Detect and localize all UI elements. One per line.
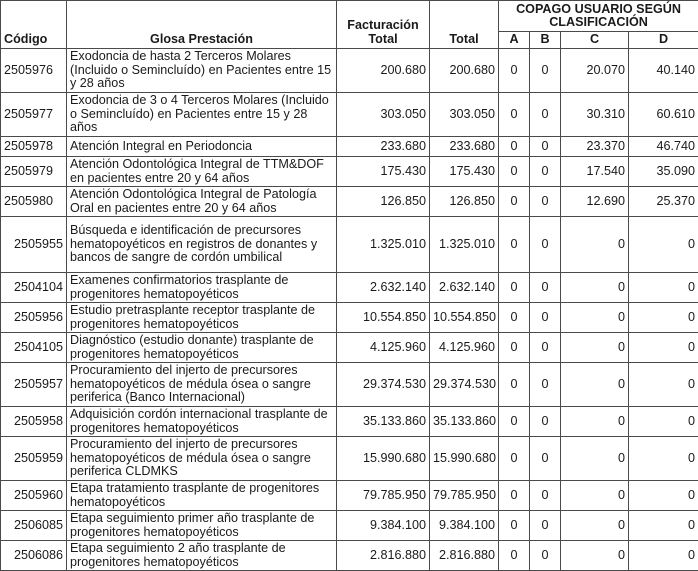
cell-codigo: 2505960 xyxy=(1,481,67,511)
cell-glosa: Examenes confirmatorios trasplante de progenitores hematopoyéticos xyxy=(67,273,337,303)
cell-glosa: Adquisición cordón internacional trasplante de progenitores hematopoyéticos xyxy=(67,407,337,437)
cell-total: 35.133.860 xyxy=(430,407,499,437)
cell-facturacion-total: 126.850 xyxy=(337,187,430,217)
cell-copago-b: 0 xyxy=(530,273,561,303)
table-row xyxy=(1,437,698,481)
cell-copago-d: 35.090 xyxy=(629,157,698,187)
cell-copago-a: 0 xyxy=(499,541,530,571)
header-copago: COPAGO USUARIO SEGÚN CLASIFICACIÓN xyxy=(499,1,698,32)
table-row xyxy=(1,363,698,407)
cell-facturacion-total: 15.990.680 xyxy=(337,437,430,481)
cell-copago-a: 0 xyxy=(499,217,530,273)
cell-copago-a: 0 xyxy=(499,93,530,137)
cell-copago-a: 0 xyxy=(499,187,530,217)
cell-copago-b: 0 xyxy=(530,217,561,273)
cell-copago-d: 0 xyxy=(629,303,698,333)
cell-copago-d: 0 xyxy=(629,217,698,273)
table-row xyxy=(1,511,698,541)
cell-codigo: 2505980 xyxy=(1,187,67,217)
cell-total: 126.850 xyxy=(430,187,499,217)
cell-codigo: 2505956 xyxy=(1,303,67,333)
cell-copago-a: 0 xyxy=(499,303,530,333)
cell-facturacion-total: 35.133.860 xyxy=(337,407,430,437)
cell-total: 233.680 xyxy=(430,137,499,157)
cell-total: 4.125.960 xyxy=(430,333,499,363)
table-row xyxy=(1,273,698,303)
cell-copago-d: 0 xyxy=(629,511,698,541)
cell-facturacion-total: 200.680 xyxy=(337,49,430,93)
cell-copago-b: 0 xyxy=(530,363,561,407)
cell-copago-c: 20.070 xyxy=(561,49,629,93)
table-row xyxy=(1,333,698,363)
cell-codigo: 2504105 xyxy=(1,333,67,363)
table-row xyxy=(1,93,698,137)
cell-facturacion-total: 9.384.100 xyxy=(337,511,430,541)
cell-total: 2.816.880 xyxy=(430,541,499,571)
cell-glosa: Exodoncia de 3 o 4 Terceros Molares (Incluido o Semincluído) en Pacientes entre 15 y 28 años xyxy=(67,93,337,137)
cell-copago-d: 0 xyxy=(629,437,698,481)
cell-codigo: 2505977 xyxy=(1,93,67,137)
cell-copago-d: 0 xyxy=(629,363,698,407)
cell-total: 200.680 xyxy=(430,49,499,93)
cell-copago-c: 17.540 xyxy=(561,157,629,187)
cell-copago-b: 0 xyxy=(530,187,561,217)
table-row xyxy=(1,157,698,187)
cell-codigo: 2504104 xyxy=(1,273,67,303)
cell-copago-b: 0 xyxy=(530,437,561,481)
cell-facturacion-total: 2.632.140 xyxy=(337,273,430,303)
cell-copago-b: 0 xyxy=(530,93,561,137)
cell-copago-c: 0 xyxy=(561,333,629,363)
cell-copago-b: 0 xyxy=(530,511,561,541)
cell-copago-b: 0 xyxy=(530,541,561,571)
cell-copago-a: 0 xyxy=(499,481,530,511)
cell-copago-b: 0 xyxy=(530,407,561,437)
table-row xyxy=(1,187,698,217)
cell-copago-c: 0 xyxy=(561,511,629,541)
cell-copago-c: 0 xyxy=(561,217,629,273)
cell-copago-a: 0 xyxy=(499,157,530,187)
table-row xyxy=(1,407,698,437)
cell-facturacion-total: 2.816.880 xyxy=(337,541,430,571)
cell-copago-a: 0 xyxy=(499,49,530,93)
cell-codigo: 2505955 xyxy=(1,217,67,273)
cell-codigo: 2505979 xyxy=(1,157,67,187)
cell-codigo: 2505957 xyxy=(1,363,67,407)
header-c: C xyxy=(561,32,629,49)
cell-copago-b: 0 xyxy=(530,49,561,93)
cell-total: 29.374.530 xyxy=(430,363,499,407)
cell-copago-b: 0 xyxy=(530,303,561,333)
cell-glosa: Etapa tratamiento trasplante de progenitores hematopoyéticos xyxy=(67,481,337,511)
cell-copago-a: 0 xyxy=(499,137,530,157)
cell-codigo: 2505976 xyxy=(1,49,67,93)
header-glosa: Glosa Prestación xyxy=(67,1,337,49)
cell-facturacion-total: 4.125.960 xyxy=(337,333,430,363)
cell-copago-a: 0 xyxy=(499,363,530,407)
cell-copago-a: 0 xyxy=(499,407,530,437)
cell-total: 10.554.850 xyxy=(430,303,499,333)
cell-copago-c: 30.310 xyxy=(561,93,629,137)
cell-total: 2.632.140 xyxy=(430,273,499,303)
cell-total: 303.050 xyxy=(430,93,499,137)
cell-facturacion-total: 79.785.950 xyxy=(337,481,430,511)
cell-glosa: Atención Integral en Periodoncia xyxy=(67,137,337,157)
cell-glosa: Exodoncia de hasta 2 Terceros Molares (Incluido o Semincluído) en Pacientes entre 15 y 28 años xyxy=(67,49,337,93)
cell-copago-c: 0 xyxy=(561,481,629,511)
cell-glosa: Diagnóstico (estudio donante) trasplante de progenitores hematopoyéticos xyxy=(67,333,337,363)
table-row xyxy=(1,541,698,571)
cell-copago-b: 0 xyxy=(530,157,561,187)
cell-glosa: Atención Odontológica Integral de TTM&DOF en pacientes entre 20 y 64 años xyxy=(67,157,337,187)
cell-copago-c: 12.690 xyxy=(561,187,629,217)
cell-copago-c: 23.370 xyxy=(561,137,629,157)
table-row xyxy=(1,49,698,93)
cell-glosa: Atención Odontológica Integral de Patología Oral en pacientes entre 20 y 64 años xyxy=(67,187,337,217)
cell-glosa: Estudio pretrasplante receptor trasplante de progenitores hematopoyéticos xyxy=(67,303,337,333)
cell-copago-a: 0 xyxy=(499,511,530,541)
cell-copago-c: 0 xyxy=(561,407,629,437)
header-d: D xyxy=(629,32,698,49)
cell-copago-c: 0 xyxy=(561,363,629,407)
cell-glosa: Búsqueda e identificación de precursores hematopoyéticos en registros de donantes y bancos de sangre de cordón umbilical xyxy=(67,217,337,273)
cell-facturacion-total: 1.325.010 xyxy=(337,217,430,273)
cell-glosa: Etapa seguimiento 2 año trasplante de progenitores hematopoyéticos xyxy=(67,541,337,571)
cell-codigo: 2506086 xyxy=(1,541,67,571)
cell-copago-a: 0 xyxy=(499,437,530,481)
table-row xyxy=(1,303,698,333)
cell-facturacion-total: 175.430 xyxy=(337,157,430,187)
header-facturacion-total: Facturación Total xyxy=(337,1,430,49)
cell-copago-d: 25.370 xyxy=(629,187,698,217)
cell-facturacion-total: 10.554.850 xyxy=(337,303,430,333)
cell-codigo: 2506085 xyxy=(1,511,67,541)
cell-total: 175.430 xyxy=(430,157,499,187)
cell-codigo: 2505978 xyxy=(1,137,67,157)
cell-total: 1.325.010 xyxy=(430,217,499,273)
cell-copago-c: 0 xyxy=(561,541,629,571)
cell-copago-c: 0 xyxy=(561,273,629,303)
cell-copago-d: 60.610 xyxy=(629,93,698,137)
cell-copago-b: 0 xyxy=(530,481,561,511)
table-row xyxy=(1,217,698,273)
cell-facturacion-total: 29.374.530 xyxy=(337,363,430,407)
header-b: B xyxy=(530,32,561,49)
cell-codigo: 2505958 xyxy=(1,407,67,437)
cell-copago-d: 0 xyxy=(629,481,698,511)
cell-total: 15.990.680 xyxy=(430,437,499,481)
cell-copago-d: 40.140 xyxy=(629,49,698,93)
cell-facturacion-total: 303.050 xyxy=(337,93,430,137)
cell-codigo: 2505959 xyxy=(1,437,67,481)
cell-total: 79.785.950 xyxy=(430,481,499,511)
table-row xyxy=(1,481,698,511)
cell-glosa: Procuramiento del injerto de precursores hematopoyéticos de médula ósea o sangre periferica CLDMKS xyxy=(67,437,337,481)
header-codigo: Código xyxy=(1,1,67,49)
header-a: A xyxy=(499,32,530,49)
cell-copago-d: 0 xyxy=(629,407,698,437)
cell-copago-d: 46.740 xyxy=(629,137,698,157)
cell-glosa: Etapa seguimiento primer año trasplante de progenitores hematopoyéticos xyxy=(67,511,337,541)
cell-copago-b: 0 xyxy=(530,333,561,363)
header-total: Total xyxy=(430,1,499,49)
cell-copago-c: 0 xyxy=(561,437,629,481)
cell-copago-b: 0 xyxy=(530,137,561,157)
cell-glosa: Procuramiento del injerto de precursores hematopoyéticos de médula ósea o sangre periferica (Banco Internacional) xyxy=(67,363,337,407)
cell-copago-d: 0 xyxy=(629,333,698,363)
cell-copago-a: 0 xyxy=(499,273,530,303)
cell-total: 9.384.100 xyxy=(430,511,499,541)
cell-facturacion-total: 233.680 xyxy=(337,137,430,157)
cell-copago-a: 0 xyxy=(499,333,530,363)
cell-copago-c: 0 xyxy=(561,303,629,333)
cell-copago-d: 0 xyxy=(629,273,698,303)
table-body xyxy=(1,49,698,571)
table-row xyxy=(1,137,698,157)
cell-copago-d: 0 xyxy=(629,541,698,571)
